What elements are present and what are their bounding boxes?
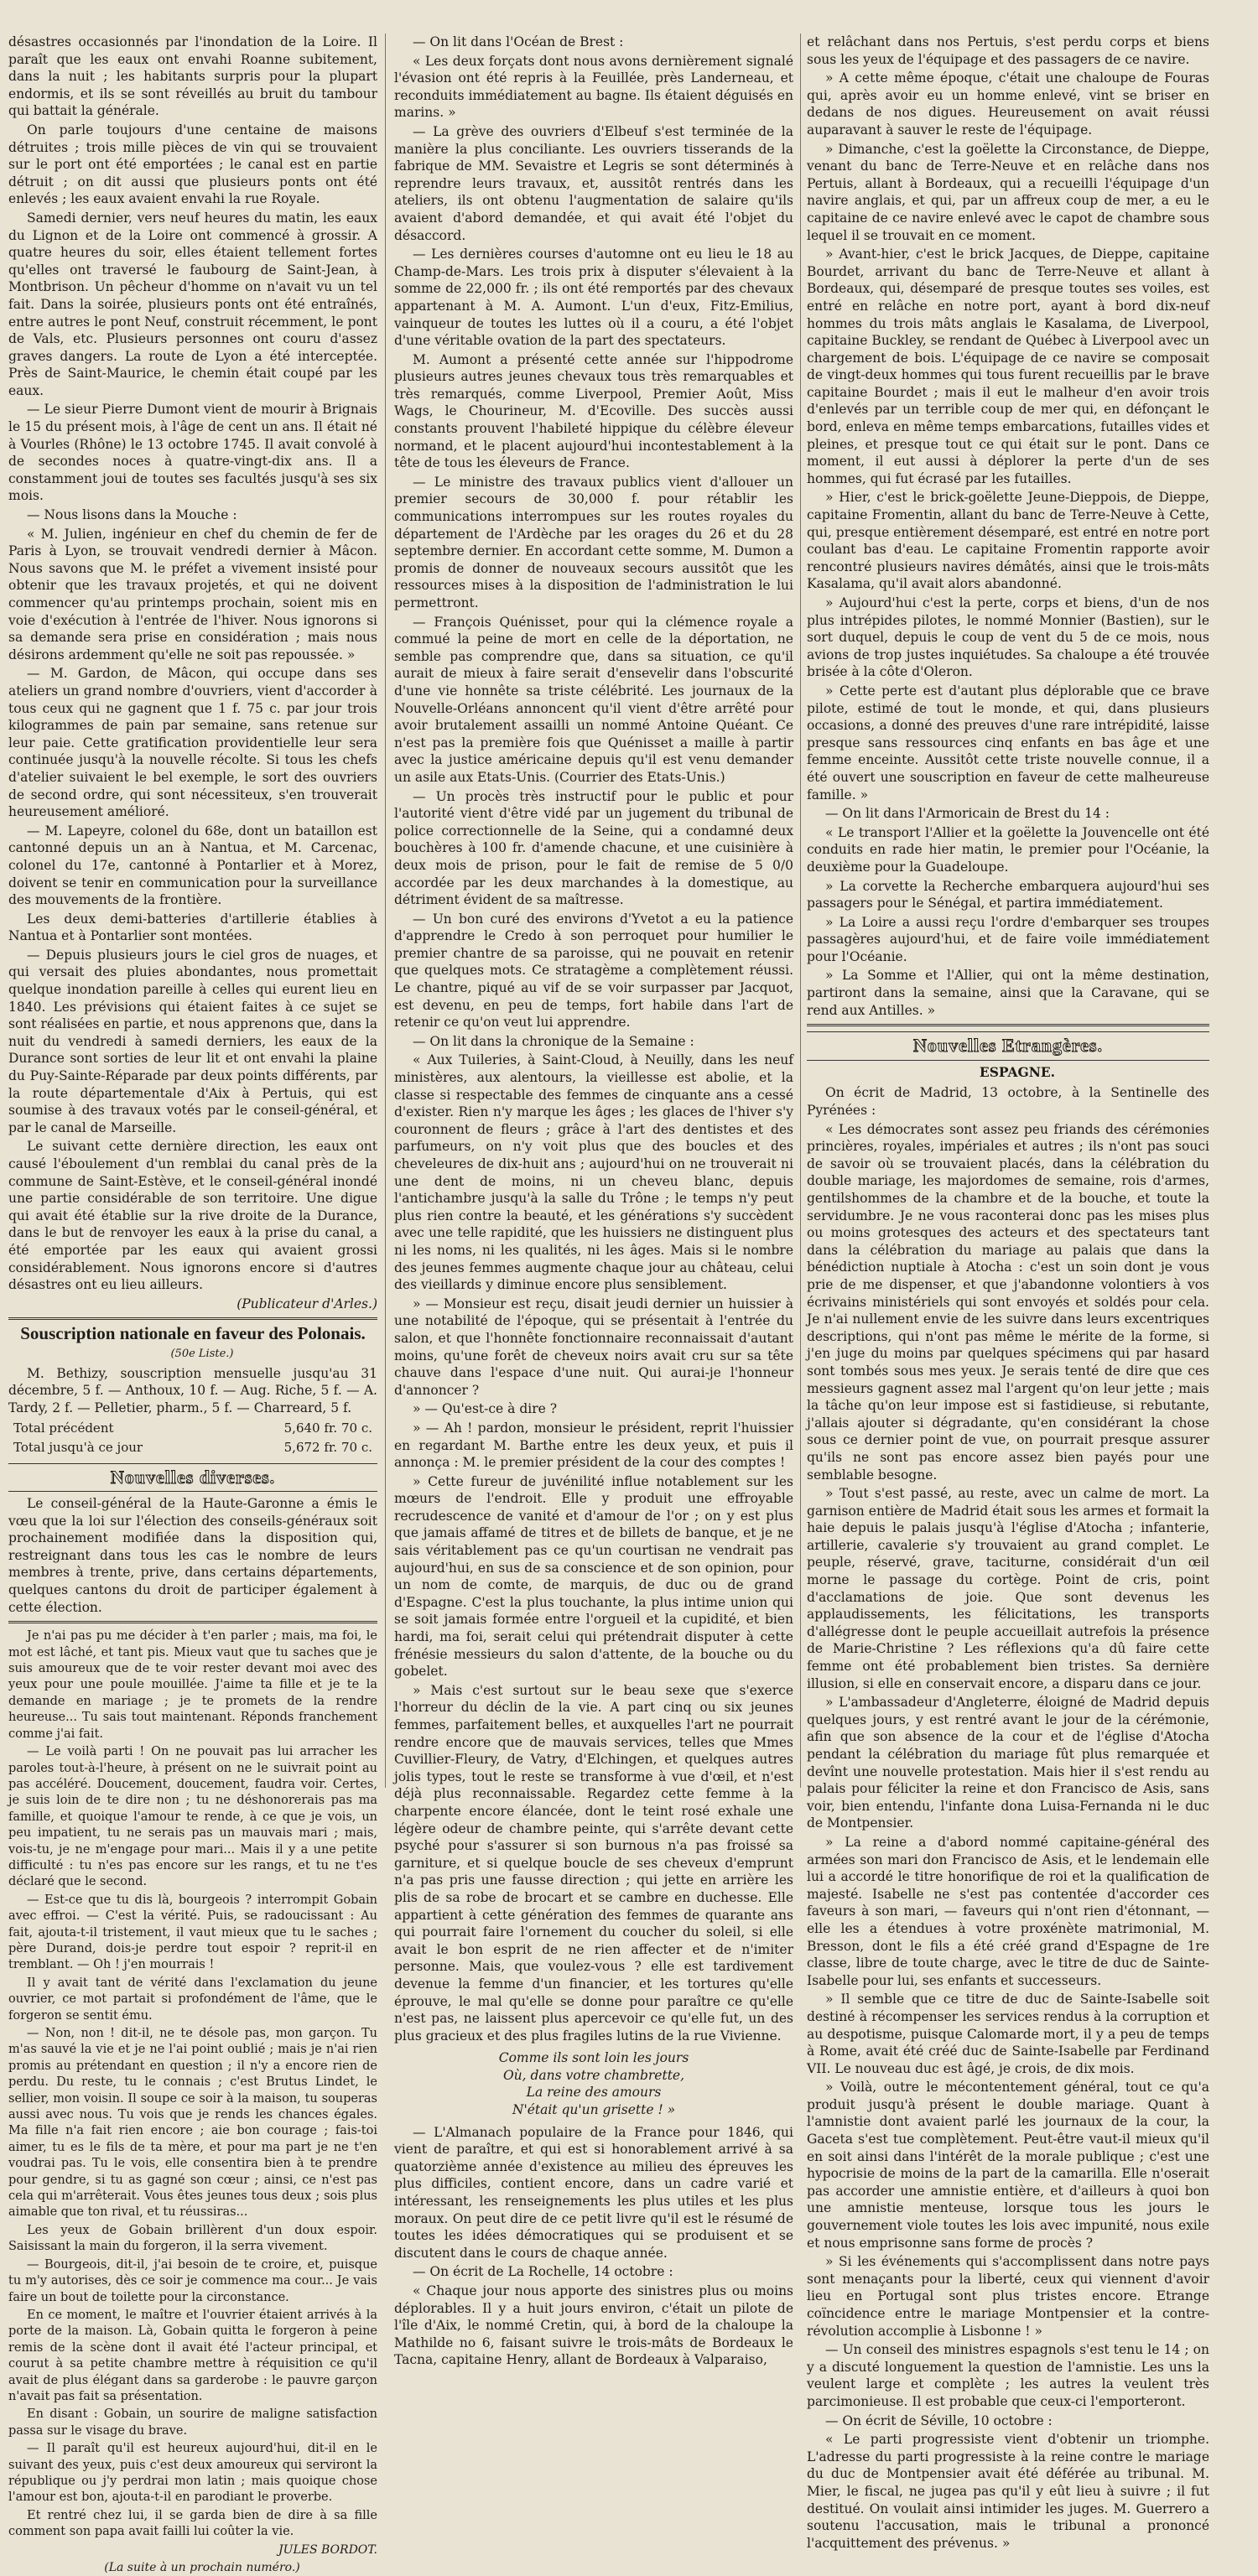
article-paragraph: » A cette même époque, c'était une chaloupe de Fouras qui, après avoir eu un homme enlevé, vint se briser en dedans de nos digues. Heureusement on avait réussi auparavant à sauver le reste de l'équipage. [807, 70, 1209, 138]
article-paragraph: Le suivant cette dernière direction, les eaux ont causé l'éboulement d'un remblai du canal près de la commune de Saint-Estève, et le conseil-général inondé une partie considérable de son territoire. Une digue qui avait été établie sur la rive droite de la Durance, dans le but de renvoyer les eaux à la prise du canal, a été emportée par les eaux qui avaient grossi considérablement. Nous ignorons encore si d'autres désastres ont eu lieu ailleurs. [8, 1139, 377, 1293]
article-paragraph: — On écrit de La Rochelle, 14 octobre : [413, 2264, 673, 2280]
feuilleton-paragraph: Et rentré chez lui, il se garda bien de dire à sa fille comment son papa avait failli lui coûter la vie. [8, 2508, 377, 2539]
article-paragraph: » Dimanche, c'est la goëlette la Circonstance, de Dieppe, venant du banc de Terre-Neuve et en relâche dans nos Pertuis, allant à Bordeaux, qui a recueilli l'équipage d'un navire anglais, et qui, par un affreux coup de mer, a eu le capitaine de ce navire enlevé avec le capot de chambre sous lequel il se trouvait en ce moment. [807, 141, 1209, 243]
article-paragraph: » L'ambassadeur d'Angleterre, éloigné de Madrid depuis quelques jours, y est rentré avant le jour de la cérémonie, afin que son absence de la cour et de l'église d'Atocha pendant la célébration du mariage fût plus remarquée et devînt une nouvelle protestation. Mais hier il s'est rendu au palais pour féliciter la reine et don Francisco de Asis, sans voir, bien entendu, l'infante dona Luisa-Fernanda ni le duc de Montpensier. [807, 1695, 1209, 1831]
section-subtitle: (50e Liste.) [170, 1347, 234, 1360]
article-source: (Publicateur d'Arles.) [237, 1296, 377, 1311]
feuilleton-paragraph: Il y avait tant de vérité dans l'exclamation du jeune ouvrier, ce mot partait si profondément de l'âme, que le forgeron se sentit ému. [8, 1976, 377, 2023]
article-paragraph: Samedi dernier, vers neuf heures du matin, les eaux du Lignon et de la Loire ont commencé à grossir. A quatre heures du soir, elles étaient tellement fortes qu'elles ont traversé le faubourg de Saint-Jean, à Montbrison. Un pêcheur d'homme on n'avait vu un tel fait. Dans la soirée, plusieurs ponts ont été entraînés, entre autres le pont Neuf, construit récemment, le pont de Vals, etc. Plusieurs personnes ont couru d'assez graves dangers. La route de Lyon a été interceptée. Près de Saint-Maurice, le chemin était coupé par les eaux. [8, 210, 377, 398]
article-paragraph: « Le parti progressiste vient d'obtenir un triomphe. L'adresse du parti progressiste à la reine contre le mariage du duc de Montpensier avait été déférée au tribunal. M. Mier, le fiscal, ne jugea pas qu'il y eût lieu à suivre ; il fut destitué. On voulait ainsi intimider les juges. M. Guerrero a soutenu l'accusation, mais le tribunal a prononcé l'acquittement des prévenus. » [807, 2432, 1209, 2551]
article-paragraph: » Aujourd'hui c'est la perte, corps et biens, d'un de nos plus intrépides pilotes, le nommé Monnier (Bastien), sur le sort duquel, depuis le coup de vent du 5 de ce mois, nous avions de trop justes inquiétudes. Sa chaloupe a été trouvée brisée à la côte d'Oleron. [807, 595, 1209, 680]
article-paragraph: — Nous lisons dans la Mouche : [27, 507, 237, 523]
section-heading-nouvelles-etrangeres: Nouvelles Etrangères. [807, 1031, 1209, 1061]
article-paragraph: « Chaque jour nous apporte des sinistres plus ou moins déplorables. Il y a huit jours environ, c'était un pilote de l'île d'Aix, le nommé Cretin, qui, à bord de la chaloupe la Mathilde no 6, faisant suivre le trois-mâts de Bordeaux le Tacna, capitaine Henry, allant de Bordeaux à Valparaiso, [394, 2283, 793, 2368]
article-paragraph: « Le transport l'Allier et la goëlette la Jouvencelle ont été conduits en rade hier matin, le premier pour l'Océanie, la deuxième pour la Guadeloupe. [807, 824, 1209, 875]
article-paragraph: « Les deux forçats dont nous avons dernièrement signalé l'évasion ont été repris à la Feuillée, près Landerneau, et reconduits immédiatement au bagne. Ils étaient déguisés en marins. » [394, 53, 793, 121]
article-paragraph: — Un bon curé des environs d'Yvetot a eu la patience d'apprendre le Credo à son perroquet pour humilier le premier chantre de sa paroisse, qui ne pouvait en retenir que quelques mots. Ce stratagème a complètement réussi. Le chantre, piqué au vif de se voir surpasser par Jacquot, est devenu, en peu de temps, fort habile dans l'art de retenir ce qu'on veut lui apprendre. [394, 911, 793, 1031]
article-paragraph: « Les démocrates sont assez peu friands des cérémonies princières, royales, impériales et autres ; ils n'ont pas souci de savoir où se trouvaient placés, dans la célébration du double mariage, les majordomes de semaine, rois d'armes, gentilshommes de la chambre et de la bouche, et toute la servidumbre. Je ne vous raconterai donc pas les mises plus ou moins grotesques des acteurs et des spectateurs tant dans la célébration du mariage au palais que dans la bénédiction nuptiale à Atocha : c'est un soin dont je vous prie de me dispenser, et que j'abandonne volontiers à vos écrivains ministériels qui sont envoyés et soldés pour cela. Je n'ai nullement envie de les suivre dans leurs excentriques descriptions, qui n'ont pas même le mérite de la forme, si j'en juge du moins par quelques spécimens qui par hasard sont tombés sous mes yeux. Je serais tenté de dire que ces messieurs gagnent assez mal l'argent qu'on leur jette ; mais la tâche qu'on leur impose est si fastidieuse, si rebutante, j'allais ajouter si dégradante, qu'en considérant la chose sous ce dernier point de vue, on pourrait presque assurer qu'ils ne sont pas encore assez bien payés pour une semblable besogne. [807, 1121, 1209, 1483]
total-label: Total jusqu'à ce jour [13, 1439, 143, 1455]
feuilleton-divider [8, 1621, 377, 1623]
feuilleton-paragraph: — Non, non ! dit-il, ne te désole pas, mon garçon. Tu m'as sauvé la vie et je ne l'ai point oublié ; mais je n'ai rien promis au prétendant en question ; il n'y a encore rien de perdu. Du reste, tu le connais ; c'est Brutus Lindet, le sellier, mon voisin. Il soupe ce soir à la maison, tu souperas aussi avec nous. Tu vois que je rends les chances égales. Ma fille n'a fait rien encore ; aie bon courage ; fais-toi aimer, tu es le fils de ta mère, et pour ma part je ne t'en voudrai pas. Tu le vois, elle consentira bien à te prendre pour gendre, si tu as gagné son cœur ; ainsi, ce n'est pas cela qui m'arrêterait. Vous êtes jeunes tous deux ; sois plus aimable que ton rival, et tu réussiras... [8, 2027, 377, 2220]
article-paragraph: désastres occasionnés par l'inondation de la Loire. Il paraît que les eaux ont envahi Roanne subitement, dans la nuit ; les habitants surpris pour la plupart endormis, et ils se sont réveillés au bruit du tambour qui battait la générale. [8, 34, 377, 119]
article-paragraph: » La Loire a aussi reçu l'ordre d'embarquer ses troupes passagères aujourd'hui, et de faire voile immédiatement pour l'Océanie. [807, 914, 1209, 964]
article-paragraph: Le conseil-général de la Haute-Garonne a émis le vœu que la loi sur l'élection des conseils-généraux soit prochainement modifiée dans la disposition qui, restreignant dans tous les cas le nombre de leurs membres à trente, prive, dans certains départements, quelques cantons du droit de participer également à cette élection. [8, 1496, 377, 1615]
column-1 [8, 34, 377, 2574]
section-divider [807, 1024, 1209, 1026]
article-paragraph: « M. Julien, ingénieur en chef du chemin de fer de Paris à Lyon, se trouvait vendredi dernier à Mâcon. Nous savons que M. le préfet a vivement insisté pour obtenir que les travaux projetés, et qui ne doivent commencer qu'au printemps prochain, soient mis en voie d'exécution à l'entrée de l'hiver. Nous ignorons si sa demande sera prise en considération ; mais nous désirons ardemment qu'elle ne soit pas repoussée. » [8, 526, 377, 662]
article-paragraph: et relâchant dans nos Pertuis, s'est perdu corps et biens sous les yeux de l'équipage et des passagers de ce navire. [807, 34, 1209, 67]
article-paragraph: — On lit dans l'Armoricain de Brest du 14 : [825, 806, 1110, 822]
total-label: Total précédent [13, 1420, 114, 1436]
article-paragraph: » Cette perte est d'autant plus déplorable que ce brave pilote, estimé de tout le monde, et qui, dans plusieurs occasions, a donné des preuves d'une rare intrépidité, laisse presque sans ressources cinq enfants en bas âge et une femme enceinte. Aussitôt cette triste nouvelle connue, il a été ouvert une souscription en faveur de cette malheureuse famille. » [807, 683, 1209, 802]
article-paragraph: — M. Gardon, de Mâcon, qui occupe dans ses ateliers un grand nombre d'ouvriers, vient d'accorder à tous ceux qui ne gagnent que 1 f. 75 c. par jour trois kilogrammes de pain par semaine, sans retenue sur leur paie. Cette gratification providentielle leur sera continuée jusqu'à la nouvelle récolte. Si tous les chefs d'atelier suivaient le bel exemple, le sort des ouvriers de second ordre, qui sont nécessiteux, s'en trouverait heureusement amélioré. [8, 666, 377, 820]
feuilleton-paragraph: En ce moment, le maître et l'ouvrier étaient arrivés à la porte de la maison. Là, Gobain quitta le forgeron à peine remis de la scène dont il avait été l'acteur principal, et courut à sa petite chambre mettre à réquisition ce qu'il avait de plus élégant dans sa garderobe : le pauvre garçon n'avait pas fait sa présentation. [8, 2308, 377, 2403]
article-paragraph: » Tout s'est passé, au reste, avec un calme de mort. La garnison entière de Madrid était sous les armes et formait la haie depuis le palais jusqu'à l'église d'Atocha ; infanterie, artillerie, cavalerie s'y trouvaient au grand complet. Le peuple, réservé, grave, taciturne, considérait d'un œil morne le passage du cortège. Point de cris, point d'acclamations de joie. Que sont devenus les applaudissements, les félicitations, les transports d'allégresse dont le peuple accueillait autrefois la présence de Marie-Christine ? Les réflexions qu'a dû faire cette femme ont été probablement bien tristes. Sa dernière illusion, si elle en conservait encore, a disparu dans ce jour. [807, 1486, 1209, 1691]
article-paragraph: » Avant-hier, c'est le brick Jacques, de Dieppe, capitaine Bourdet, arrivant du banc de Terre-Neuve et allant à Bordeaux, qui, désemparé de presque toutes ses voiles, est entré en relâche en notre port, ayant à bord dix-neuf hommes du trois mâts anglais le Kasalama, de Liverpool, capitaine Buckley, se rendant de Québec à Liverpool avec un chargement de bois. L'équipage de ce navire se composait de vingt-deux hommes qui tous furent recueillis par le brave capitaine Bourdet ; mais il eut le malheur d'en avoir trois d'enlevés par un terrible coup de mer qui, en défonçant le bord, enleva en même temps embarcations, futailles vides et pleines, et presque tout ce qui était sur le pont. Dans ce moment, il eut aussi à déplorer la perte d'un de ses hommes, qui fut écrasé par les futailles. [807, 247, 1209, 486]
article-paragraph: — On lit dans la chronique de la Semaine : [413, 1033, 694, 1049]
article-paragraph: » — Qu'est-ce à dire ? [413, 1401, 558, 1417]
feuilleton-paragraph: — Il paraît qu'il est heureux aujourd'hui, dit-il en le suivant des yeux, puis c'est deux amoureux qui serviront la république ou j'y perdrai mon latin ; mais quoique chose l'amour est bon, ajouta-t-il en parodiant le proverbe. [8, 2442, 377, 2505]
article-paragraph: On parle toujours d'une centaine de maisons détruites ; trois mille pièces de vin qui se trouvaient sur le port ont été emportées ; le canal est en partie détruit ; on dit aussi que plusieurs ponts ont été enlevés ; les eaux avaient envahi la rue Royale. [8, 122, 377, 207]
verse-line: La reine des amours [526, 2085, 662, 2101]
article-paragraph: — On lit dans l'Océan de Brest : [413, 34, 624, 49]
feuilleton-paragraph: En disant : Gobain, un sourire de maligne satisfaction passa sur le visage du brave. [8, 2407, 377, 2438]
verse-line: Où, dans votre chambrette, [502, 2067, 685, 2083]
article-paragraph: — L'Almanach populaire de la France pour 1846, qui vient de paraître, et qui est si honorablement arrivé à sa quatorzième année d'existence au milieu des épreuves les plus difficiles, contient encore, dans un cadre varié et intéressant, les renseignements les plus utiles et les plus moraux. On peut dire de ce petit livre qu'il est le résumé de toutes les idées démocratiques qui se produisent et se discutent dans le cours de chaque année. [394, 2124, 793, 2261]
article-paragraph: — Le ministre des travaux publics vient d'allouer un premier secours de 30,000 f. pour rétablir les communications interrompues sur les routes royales du département de l'Ardèche par les orages du 26 et du 28 septembre dernier. En accordant cette somme, M. Dumon a promis de donner de nouveaux secours aussitôt que les ressources mises à la disposition de l'administration le lui permettront. [394, 474, 793, 610]
table-row [10, 1420, 376, 1437]
article-paragraph: — Le sieur Pierre Dumont vient de mourir à Brignais le 15 du présent mois, à l'âge de cent un ans. Il était né à Vourles (Rhône) le 13 octobre 1745. Il avait convolé à de secondes noces à quatre-vingt-dix ans. Il a constamment joui de toutes ses facultés jusqu'à ses six mois. [8, 402, 377, 504]
author-signature: JULES BORDOT. [278, 2542, 377, 2557]
table-row [10, 1439, 376, 1457]
subscription-list: M. Bethizy, souscription mensuelle jusqu'au 31 décembre, 5 f. — Anthoux, 10 f. — Aug. Riche, 5 f. — A. Tardy, 2 f. — Pelletier, pharm., 5 f. — Charreard, 5 f. [8, 1365, 377, 1415]
article-paragraph: — On écrit de Séville, 10 octobre : [825, 2412, 1053, 2428]
total-value: 5,640 fr. 70 c. [283, 1420, 372, 1436]
article-paragraph: « Aux Tuileries, à Saint-Cloud, à Neuilly, dans les neuf ministères, aux alentours, la vieillesse est abolie, et la classe si respectable des femmes de cinquante ans a cessé d'exister. Rien n'y marque les âges ; les glaces de l'hiver s'y couronnent de fleurs ; grâce à l'art des dentistes et des parfumeurs, on n'y voit plus que des boucles et des cheveleures de dix-huit ans ; aujourd'hui on ne trouverait ni une dent de moins, ni un cheveu blanc, depuis l'antichambre jusqu'à la salle du Trône ; le temps n'y peut plus rien contre la beauté, et les générations s'y succèdent avec une telle rapidité, que les huissiers ne distinguent plus ni les noms, ni les qualités, ni les âges. Mais si le nombre des jeunes femmes augmente chaque jour au château, celui des vieillards y diminue encore plus sensiblement. [394, 1052, 793, 1293]
feuilleton-paragraph: — Le voilà parti ! On ne pouvait pas lui arracher les paroles tout-à-l'heure, à présent on ne le suivrait point au pas accéléré. Doucement, doucement, faudra voir. Certes, je suis loin de te dire non ; tu ne déshonorerais pas ma famille, et quoique l'amour te rende, à ce que je vois, un peu impatient, tu ne serais pas un mauvais mari ; mais, vois-tu, je ne m'engage pour mari... Mais il y a une petite difficulté : tu n'es pas encore sur les rangs, et tu ne t'es déclaré que le second. [8, 1745, 377, 1889]
article-paragraph: » La Somme et l'Allier, qui ont la même destination, partiront dans la semaine, ainsi que la Caravane, qui se rend aux Antilles. » [807, 968, 1209, 1018]
verse-block [394, 2049, 793, 2118]
subscription-totals [8, 1418, 377, 1457]
article-paragraph: — La grève des ouvriers d'Elbeuf s'est terminée de la manière la plus conciliante. Les ouvriers tisserands de la fabrique de MM. Sevaistre et Legris se sont déterminés à reprendre leurs travaux, et, aussitôt rentrés dans les ateliers, ils ont obtenu l'augmentation de salaire qu'ils avaient d'abord demandée, et qui avait été l'objet du désaccord. [394, 123, 793, 243]
section-heading-nouvelles-diverses: Nouvelles diverses. [8, 1463, 377, 1493]
feuilleton [8, 1628, 377, 2576]
verse-line: Comme ils sont loin les jours [498, 2050, 689, 2066]
verse-line: N'était qu'un grisette ! » [512, 2102, 676, 2118]
section-divider [8, 1317, 377, 1320]
country-heading: ESPAGNE. [979, 1063, 1056, 1080]
article-paragraph: — Un procès très instructif pour le public et pour l'autorité vient d'être vidé par un jugement du tribunal de police correctionnelle de la Seine, qui a condamné deux bouchères à 100 fr. d'amende chacune, et une cuisinière à deux mois de prison, pour le fait de remise de 5 0/0 accordée par les deux marchandes à la domestique, au détriment évident de sa maîtresse. [394, 788, 793, 908]
feuilleton-paragraph: — Bourgeois, dit-il, j'ai besoin de te croire, et, puisque tu m'y autorises, dès ce soir je commence ma cour... Je vais faire un bout de toilette pour la circonstance. [8, 2257, 377, 2304]
article-paragraph: Les deux demi-batteries d'artillerie établies à Nantua et à Pontarlier sont montées. [8, 911, 377, 944]
article-paragraph: » La corvette la Recherche embarquera aujourd'hui ses passagers pour le Sénégal, et partira immédiatement. [807, 878, 1209, 911]
feuilleton-paragraph: — Est-ce que tu dis là, bourgeois ? interrompit Gobain avec effroi. — C'est la vérité. Puis, se radoucissant : Au fait, ajouta-t-il tristement, il vaut mieux que tu le saches ; père Durand, dois-je perdre tout espoir ? reprit-il en tremblant. — Oh ! j'en mourrais ! [8, 1893, 377, 1972]
column-rule [800, 34, 801, 1788]
article-paragraph: » Mais c'est surtout sur le beau sexe que s'exerce l'horreur du déclin de la vie. A part cinq ou six jeunes femmes, parfaitement belles, et auxquelles l'art ne pourrait rendre encore que de mauvais services, telles que Mmes Cuvillier-Fleury, de Vatry, d'Elchingen, et quelques autres jolis types, tout le reste se transforme à vue d'œil, et n'est déjà plus reconnaissable. Regardez cette femme à la charpente encore élancée, dont le teint rosé exhale une légère odeur de chambre peinte, qui s'arrête devant cette psyché pour s'assurer si son burnous n'a pas froissé sa garniture, et si quelque boucle de ses cheveux d'emprunt n'a pas pris une fausse direction ; qui jette en arrière les plis de sa robe de brocart et se cambre en duchesse. Elle appartient à cette génération des femmes de quarante ans qui pourrait faire l'ornement du coucher du soleil, si elle avait le bon esprit de ne rien affecter et de n'imiter personne. Mais, que voulez-vous ? elle est tardivement devenue la femme d'un financier, et les tortures qu'elle éprouve, le mal qu'elle se donne pour paraître ce qu'elle n'est pas, ne laissent plus apercevoir ce qu'elle fut, un des plus gracieux et des plus fragiles lutins de la rue Vivienne. [394, 1682, 793, 2044]
article-paragraph: » Il semble que ce titre de duc de Sainte-Isabelle soit destiné à récompenser les services rendus à la corruption et au despotisme, puisque Calomarde mort, il y a peu de temps à Rome, avait été créé duc de Sainte-Isabelle par Ferdinand VII. Le nouveau duc est âgé, je crois, de dix mois. [807, 1992, 1209, 2076]
article-paragraph: » — Monsieur est reçu, disait jeudi dernier un huissier à une notabilité de l'époque, qui se présentait à l'entrée du salon, et que l'honnête fonctionnaire reconnaissait d'autant moins, qu'une forêt de cheveux noirs avait cru sur sa tête chauve dans l'espace d'une nuit. Qui aurai-je l'honneur d'annoncer ? [394, 1296, 793, 1398]
article-paragraph: » — Ah ! pardon, monsieur le président, reprit l'huissier en regardant M. Barthe entre les deux yeux, et puis il annonça : M. le premier président de la cour des comptes ! [394, 1420, 793, 1471]
article-paragraph: » La reine a d'abord nommé capitaine-général des armées son mari don Francisco de Asis, et le lendemain elle lui a accordé le titre honorifique de roi et la qualification de majesté. Isabelle ne s'est pas contentée d'accorder ces faveurs à son mari, — faveurs qui n'ont rien d'étonnant, — elle les a étendues à votre proxénète matrimonial, M. Bresson, dont le fils a été créé grand d'Espagne de 1re classe, libre de toute charge, avec le titre de duc de Sainte-Isabelle pour lui, ses enfants et successeurs. [807, 1834, 1209, 1988]
feuilleton-paragraph: Je n'ai pas pu me décider à t'en parler ; mais, ma foi, le mot est lâché, et tant pis. Mieux vaut que tu saches que je suis amoureux que de te voir rester devant moi avec des yeux pour une poule mouillée. J'aime ta fille et je te la demande en mariage ; je te promets de la rendre heureuse... Tu sais tout maintenant. Réponds franchement comme j'ai fait. [8, 1629, 377, 1741]
column-2 [394, 34, 793, 2368]
column-rule [385, 34, 386, 1788]
article-paragraph: — M. Lapeyre, colonel du 68e, dont un bataillon est cantonné depuis un an à Nantua, et M. Carcenac, colonel du 17e, cantonné à Pontarlier et à Morez, doivent se tenir en communication pour la surveillance des mouvements de la frontière. [8, 823, 377, 908]
to-be-continued: (La suite à un prochain numéro.) [104, 2561, 300, 2574]
article-paragraph: — Les dernières courses d'automne ont eu lieu le 18 au Champ-de-Mars. Les trois prix à disputer s'élevaient à la somme de 22,000 fr. ; ils ont été remportés par des chevaux appartenant à M. A. Aumont. L'un d'eux, Fitz-Emilius, vainqueur de toutes les luttes où il a couru, a été l'objet d'une véritable ovation de la part des spectateurs. [394, 247, 793, 349]
article-paragraph: » Voilà, outre le mécontentement général, tout ce qu'a produit jusqu'à présent le double mariage. Quant à l'amnistie dont avaient parlé les journaux de la cour, la Gaceta s'est tue complètement. Peut-être vaut-il mieux qu'il en soit ainsi dans l'intérêt de la morale publique ; c'est une hypocrisie de moins de la part de la camarilla. Elle n'oserait pas accorder une amnistie entière, et d'ailleurs à quoi bon une amnistie menteuse, lorsque tous les jours le gouvernement viole toutes les lois avec impunité, nous exile et nous emprisonne sans forme de procès ? [807, 2080, 1209, 2251]
section-heading-souscription: Souscription nationale en faveur des Polonais. [20, 1323, 366, 1344]
article-paragraph: » Cette fureur de juvénilité influe notablement sur les mœurs de l'endroit. Elle y produit une effroyable recrudescence de vanité et d'amour de l'or ; on y est plus que jamais affamé de titres et de billets de banque, et je ne sais véritablement pas ce qu'un courtisan ne vendrait pas aujourd'hui, en sus de sa conscience et de son opinion, pour un nom de comte, de marquis, de duc ou de grand d'Espagne. C'est la plus touchante, la plus intime union qui se soit jamais formée entre l'orgueil et la cupidité, et bien hardi, ma foi, serait celui qui prétendrait disputer à cette frénésie messieurs du salon d'attente, de la bouche ou du gobelet. [394, 1473, 793, 1680]
total-value: 5,672 fr. 70 c. [283, 1439, 372, 1455]
column-3 [807, 34, 1210, 2551]
feuilleton-paragraph: Les yeux de Gobain brillèrent d'un doux espoir. Saisissant la main du forgeron, il la serra vivement. [8, 2223, 377, 2254]
article-paragraph: » Hier, c'est le brick-goëlette Jeune-Dieppois, de Dieppe, capitaine Fromentin, allant du banc de Terre-Neuve à Cette, qui, presque entièrement désemparé, est entré en notre port coulant bas d'eau. Le capitaine Fromentin rapporte avoir rencontré plusieurs navires démâtés, ainsi que le trois-mâts Kasalama, qu'il avait alors abandonné. [807, 490, 1210, 592]
article-paragraph: On écrit de Madrid, 13 octobre, à la Sentinelle des Pyrénées : [807, 1085, 1209, 1119]
article-paragraph: M. Aumont a présenté cette année sur l'hippodrome plusieurs autres jeunes chevaux tous très remarquables et très remarqués, comme Liverpool, Premier Août, Miss Wags, le Chourineur, M. d'Ecoville. Des succès aussi constants prouvent l'habileté hippique du célèbre éleveur normand, et le placent aujourd'hui incontestablement à la tête de tous les éleveurs de France. [394, 351, 793, 471]
article-paragraph: — François Quénisset, pour qui la clémence royale a commué la peine de mort en celle de la déportation, ne semble pas comprendre que, dans sa situation, ce qu'il aurait de mieux à faire serait d'ensevelir dans l'obscurité d'une vie honnête sa triste célébrité. Les journaux de la Nouvelle-Orléans annoncent qu'il vient d'être arrêté pour avoir brutalement assailli un nommé Antoine Quéant. Ce n'est pas la première fois que Quénisset a maille à partir avec la justice américaine depuis qu'il est venu demander un asile aux Etats-Unis. (Courrier des Etats-Unis.) [394, 614, 793, 785]
article-paragraph: » Si les événements qui s'accomplissent dans notre pays sont menaçants pour la liberté, ceux qui viennent d'avoir lieu en Portugal sont plus tristes encore. Etrange coïncidence entre le mariage Montpensier et la contre-révolution accomplie à Lisbonne ! » [807, 2254, 1209, 2339]
article-paragraph: — Un conseil des ministres espagnols s'est tenu le 14 ; on y a discuté longuement la question de l'amnistie. Les uns la veulent large et complète ; les autres la veulent très parcimonieuse. Il est probable que ceux-ci l'emporteront. [807, 2342, 1209, 2409]
article-paragraph: — Depuis plusieurs jours le ciel gros de nuages, et qui versait des pluies abondantes, nous promettait quelque inondation pareille à celles qui eurent lieu en 1840. Les prévisions qui étaient faites à ce sujet se sont réalisées en partie, et nous apprenons que, dans la nuit du vendredi à samedi derniers, les eaux de la Durance sont sorties de leur lit et ont envahi la plaine du Puy-Sainte-Réparade par deux points différents, par la route départementale d'Aix à Pertuis, qui est soumise à des travaux votés par le conseil-général, et par le canal de Marseille. [8, 947, 377, 1135]
